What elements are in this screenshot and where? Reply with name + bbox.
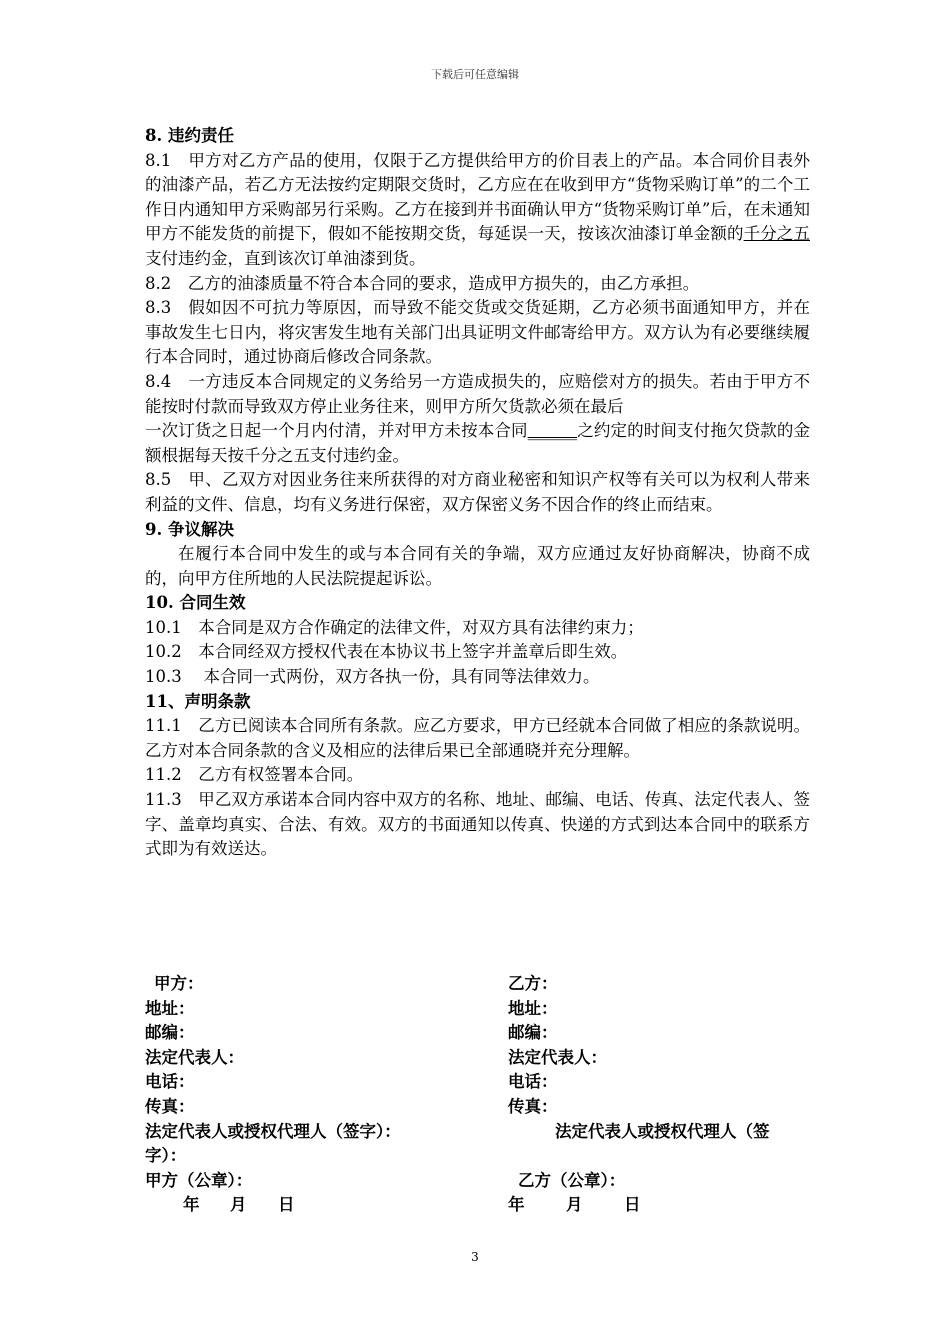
clause-10-2: 10.2 本合同经双方授权代表在本协议书上签字并盖章后即生效。	[145, 642, 628, 662]
party-a-label: 甲方：	[154, 974, 204, 993]
clause-blank: ______	[527, 421, 578, 441]
section-11-title: 11、声明条款	[145, 691, 251, 711]
party-b-phone: 电话：	[508, 1072, 558, 1092]
party-b-address: 地址：	[508, 998, 558, 1018]
party-b-signature: 法定代表人或授权代理人（签	[555, 1121, 770, 1141]
clause-8-3: 8.3 假如因不可抗力等原因，而导致不能交货或交货延期，乙方必须书面通知甲方，并在事故发生七日内，将灾害发生地有关部门出具证明文件邮寄给甲方。双方认为有必要继续履行本合同时，通过协商后修改合同条款。	[145, 298, 810, 367]
clause-8-4: 8.4 一方违反本合同规定的义务给另一方造成损失的，应赔偿对方的损失。若由于甲方不能按时付款而导致双方停止业务往来，则甲方所欠货款必须在最后	[145, 371, 810, 416]
clause-8-2: 8.2 乙方的油漆质量不符合本合同的要求，造成甲方损失的，由乙方承担。	[145, 273, 700, 293]
party-a-address: 地址：	[145, 998, 195, 1018]
clause-8-5: 8.5 甲、乙双方对因业务往来所获得的对方商业秘密和知识产权等有关可以为权利人带来利益的文件、信息，均有义务进行保密，双方保密义务不因合作的终止而结束。	[145, 470, 810, 514]
party-a-legal-rep: 法定代表人：	[145, 1047, 244, 1067]
contract-body	[145, 124, 810, 862]
party-b-year: 年	[508, 1195, 525, 1215]
party-a-month: 月	[230, 1195, 247, 1215]
section-8-title: 8. 违约责任	[145, 126, 234, 145]
party-b-fax: 传真：	[508, 1096, 558, 1116]
party-b-day: 日	[624, 1195, 641, 1215]
page-header: 下载后可任意编辑	[431, 68, 519, 81]
clause-11-1: 11.1 乙方已阅读本合同所有条款。应乙方要求，甲方已经就本合同做了相应的条款说明。乙方对本合同条款的含义及相应的法律后果已全部通晓并充分理解。	[145, 716, 810, 760]
page-number: 3	[471, 1250, 479, 1264]
party-b-postcode: 邮编：	[508, 1023, 558, 1043]
clause-8-1-text-end: 支付违约金，直到该次订单油漆到货。	[145, 248, 426, 268]
party-b-legal-rep: 法定代表人：	[508, 1047, 607, 1067]
clause-8-1-text: 8.1 甲方对乙方产品的使用，仅限于乙方提供给甲方的价目表上的产品。本合同价目表外的油漆产品，若乙方无法按约定期限交货时，乙方应在在收到甲方“货物采购订单”的二个工作日内通知甲方采购部另行采购。乙方在接到并书面确认甲方“货物采购订单”后，在未通知甲方不能发货的前提下，假如不能按期交货，每延误一天，按该次油漆订单金额的	[145, 150, 810, 244]
section-9-title: 9. 争议解决	[145, 519, 234, 539]
party-b-month: 月	[566, 1195, 583, 1215]
party-a-fax: 传真：	[145, 1096, 195, 1116]
clause-11-3: 11.3 甲乙双方承诺本合同内容中双方的名称、地址、邮编、电话、传真、法定代表人、签字、盖章均真实、合法、有效。双方的书面通知以传真、快递的方式到达本合同中的联系方式即为有效送达。	[145, 790, 810, 859]
clause-11-2: 11.2 乙方有权签署本合同。	[145, 765, 364, 785]
party-b-label: 乙方：	[508, 974, 558, 993]
party-a-day: 日	[278, 1195, 295, 1215]
clause-8-4-cont	[145, 419, 810, 468]
clause-9-text: 在履行本合同中发生的或与本合同有关的争端，双方应通过友好协商解决，协商不成的，向甲方住所地的人民法院提起诉讼。	[145, 544, 810, 588]
party-b-signature-cont: 字）：	[145, 1146, 187, 1166]
party-a-phone: 电话：	[145, 1072, 195, 1092]
party-a-year: 年	[183, 1195, 200, 1215]
party-a-seal: 甲方（公章）：	[145, 1170, 253, 1190]
party-b-seal: 乙方（公章）：	[518, 1170, 626, 1190]
clause-8-4-cont-end: 之约定的时间支付拖欠贷款的金额根据每天按千分之五支付违约金。	[145, 421, 811, 465]
clause-8-4-cont-text: 一次订货之日起一个月内付清，并对甲方未按本合同	[145, 421, 528, 441]
clause-10-1: 10.1 本合同是双方合作确定的法律文件，对双方具有法律约束力；	[145, 617, 644, 637]
penalty-rate: 千分之五	[743, 224, 811, 244]
clause-8-1	[145, 149, 810, 272]
clause-10-3: 10.3 本合同一式两份，双方各执一份，具有同等法律效力。	[145, 667, 600, 687]
section-10-title: 10. 合同生效	[145, 593, 246, 613]
signature-block	[145, 972, 825, 1218]
party-a-signature: 法定代表人或授权代理人（签字）：	[145, 1121, 401, 1141]
party-a-postcode: 邮编：	[145, 1023, 195, 1043]
